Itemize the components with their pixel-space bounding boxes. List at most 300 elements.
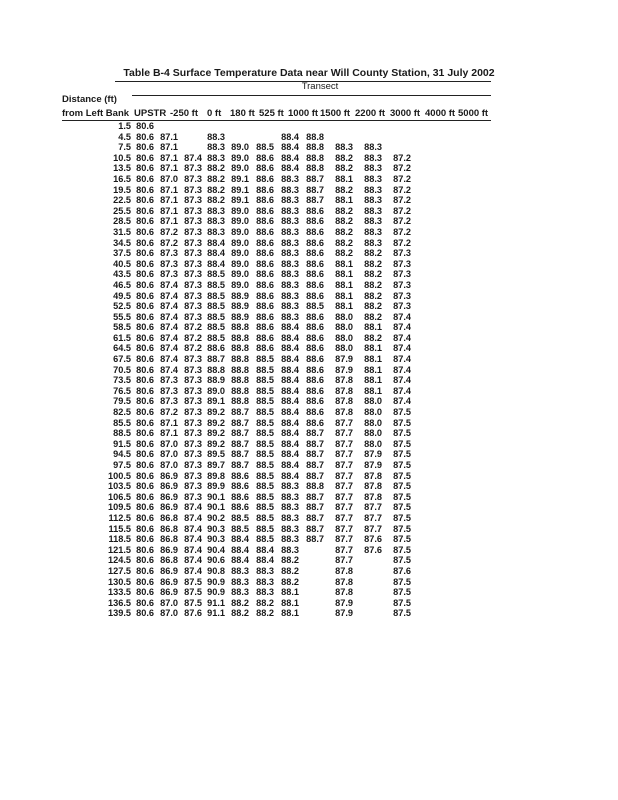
temperature-cell: 88.8 bbox=[306, 142, 324, 153]
temperature-cell: 87.6 bbox=[393, 565, 411, 576]
temperature-cell: 80.6 bbox=[136, 343, 154, 354]
temperature-cell: 90.6 bbox=[207, 555, 225, 566]
table-row bbox=[0, 524, 411, 535]
temperature-cell: 87.6 bbox=[184, 608, 202, 619]
temperature-cell: 88.3 bbox=[281, 544, 299, 555]
temperature-cell: 88.3 bbox=[281, 491, 299, 502]
temperature-cell: 87.7 bbox=[335, 428, 353, 439]
temperature-cell: 88.6 bbox=[306, 290, 324, 301]
temperature-cell: 90.9 bbox=[207, 587, 225, 598]
temperature-cell: 88.3 bbox=[256, 587, 274, 598]
temperature-cell: 88.2 bbox=[364, 332, 382, 343]
temperature-cell: 87.3 bbox=[184, 269, 202, 280]
temperature-cell: 87.5 bbox=[393, 608, 411, 619]
temperature-cell: 88.8 bbox=[306, 163, 324, 174]
temperature-cell: 87.3 bbox=[393, 290, 411, 301]
temperature-cell: 87.5 bbox=[393, 597, 411, 608]
temperature-cell: 87.3 bbox=[184, 237, 202, 248]
temperature-cell: 88.3 bbox=[281, 481, 299, 492]
table-row bbox=[0, 312, 411, 323]
table-row bbox=[0, 449, 411, 460]
table-row bbox=[0, 545, 411, 556]
temperature-cell: 80.6 bbox=[136, 502, 154, 513]
temperature-cell: 88.4 bbox=[207, 258, 225, 269]
temperature-cell: 88.1 bbox=[364, 322, 382, 333]
temperature-cell: 89.2 bbox=[207, 407, 225, 418]
temperature-cell: 80.6 bbox=[136, 375, 154, 386]
table-row bbox=[0, 238, 411, 249]
temperature-cell: 87.7 bbox=[335, 491, 353, 502]
temperature-cell: 88.3 bbox=[281, 237, 299, 248]
temperature-cell: 88.3 bbox=[364, 152, 382, 163]
table-row bbox=[0, 174, 411, 185]
temperature-cell: 87.9 bbox=[335, 597, 353, 608]
temperature-cell: 88.9 bbox=[231, 311, 249, 322]
temperature-cell: 87.2 bbox=[184, 332, 202, 343]
temperature-cell: 87.5 bbox=[393, 502, 411, 513]
temperature-cell: 88.5 bbox=[256, 449, 274, 460]
temperature-cell: 88.0 bbox=[364, 396, 382, 407]
table-row bbox=[0, 407, 411, 418]
table-row bbox=[0, 206, 411, 217]
temperature-cell: 87.0 bbox=[160, 449, 178, 460]
temperature-cell: 88.1 bbox=[335, 290, 353, 301]
temperature-cell: 88.4 bbox=[281, 364, 299, 375]
distance-cell: 115.5 bbox=[108, 523, 131, 534]
temperature-cell: 88.2 bbox=[364, 258, 382, 269]
transect-label: Transect bbox=[301, 81, 339, 92]
temperature-cell: 87.5 bbox=[184, 587, 202, 598]
distance-cell: 76.5 bbox=[113, 385, 131, 396]
temperature-cell bbox=[299, 121, 324, 132]
temperature-cell: 87.3 bbox=[184, 460, 202, 470]
table-row bbox=[0, 555, 411, 566]
temperature-cell: 87.4 bbox=[184, 565, 202, 576]
temperature-cell: 88.6 bbox=[256, 173, 274, 184]
table-row bbox=[0, 227, 411, 238]
temperature-cell: 87.3 bbox=[184, 449, 202, 460]
temperature-cell: 88.6 bbox=[256, 226, 274, 237]
temperature-cell bbox=[299, 608, 324, 619]
temperature-cell: 87.4 bbox=[160, 311, 178, 322]
table-row bbox=[0, 248, 411, 259]
temperature-cell: 80.6 bbox=[136, 290, 154, 301]
temperature-cell: 86.9 bbox=[160, 481, 178, 492]
temperature-cell: 89.0 bbox=[231, 216, 249, 227]
temperature-cell: 88.4 bbox=[281, 131, 299, 142]
temperature-cell: 88.9 bbox=[231, 290, 249, 301]
temperature-cell: 86.9 bbox=[160, 470, 178, 481]
temperature-cell: 88.3 bbox=[364, 184, 382, 195]
temperature-cell: 88.7 bbox=[231, 460, 249, 470]
temperature-cell: 88.6 bbox=[256, 322, 274, 333]
temperature-cell: 86.8 bbox=[160, 555, 178, 566]
temperature-cell: 88.7 bbox=[231, 407, 249, 418]
temperature-cell: 88.6 bbox=[256, 237, 274, 248]
distance-cell: 94.5 bbox=[113, 449, 131, 460]
distance-cell: 91.5 bbox=[113, 438, 131, 449]
temperature-cell: 88.4 bbox=[281, 152, 299, 163]
temperature-cell: 88.0 bbox=[335, 332, 353, 343]
temperature-cell: 87.0 bbox=[160, 608, 178, 619]
temperature-cell: 88.1 bbox=[335, 279, 353, 290]
temperature-cell: 87.3 bbox=[184, 301, 202, 312]
temperature-cell: 87.2 bbox=[393, 152, 411, 163]
temperature-cell: 88.5 bbox=[207, 332, 225, 343]
temperature-cell: 88.7 bbox=[306, 523, 324, 534]
temperature-cell: 87.3 bbox=[184, 184, 202, 195]
temperature-cell: 87.1 bbox=[160, 205, 178, 216]
temperature-cell bbox=[274, 121, 299, 132]
column-header-5000ft: 5000 ft bbox=[458, 108, 489, 119]
temperature-cell: 88.6 bbox=[306, 332, 324, 343]
temperature-cell: 80.6 bbox=[136, 311, 154, 322]
temperature-cell: 88.6 bbox=[306, 417, 324, 428]
temperature-cell: 80.6 bbox=[136, 587, 154, 598]
temperature-cell: 90.9 bbox=[207, 576, 225, 587]
distance-cell: 31.5 bbox=[113, 226, 131, 237]
temperature-cell: 88.4 bbox=[281, 449, 299, 460]
temperature-cell: 88.7 bbox=[306, 502, 324, 513]
temperature-cell bbox=[382, 142, 411, 153]
temperature-cell: 89.0 bbox=[231, 258, 249, 269]
table-row bbox=[0, 577, 411, 588]
temperature-cell: 87.3 bbox=[184, 258, 202, 269]
temperature-cell: 88.2 bbox=[231, 608, 249, 619]
table-row bbox=[0, 598, 411, 609]
temperature-cell: 86.8 bbox=[160, 523, 178, 534]
temperature-cell: 87.9 bbox=[364, 449, 382, 460]
temperature-cell: 80.6 bbox=[136, 279, 154, 290]
temperature-cell: 87.8 bbox=[335, 587, 353, 598]
temperature-cell: 88.2 bbox=[281, 565, 299, 576]
column-header-upstr: UPSTR bbox=[134, 108, 167, 119]
temperature-cell: 88.4 bbox=[281, 417, 299, 428]
temperature-cell bbox=[299, 577, 324, 588]
temperature-cell: 88.2 bbox=[335, 163, 353, 174]
table-row bbox=[0, 142, 411, 153]
temperature-cell: 87.7 bbox=[335, 417, 353, 428]
temperature-cell: 88.2 bbox=[364, 279, 382, 290]
distance-cell: 46.5 bbox=[113, 279, 131, 290]
temperature-cell: 88.2 bbox=[207, 173, 225, 184]
temperature-cell: 87.2 bbox=[160, 226, 178, 237]
temperature-cell: 88.3 bbox=[207, 142, 225, 153]
table-row bbox=[0, 269, 411, 280]
distance-cell: 67.5 bbox=[113, 354, 131, 365]
temperature-cell: 89.0 bbox=[207, 385, 225, 396]
table-row bbox=[0, 460, 411, 471]
distance-cell: 28.5 bbox=[113, 216, 131, 227]
temperature-cell: 88.6 bbox=[256, 184, 274, 195]
temperature-cell: 80.6 bbox=[136, 205, 154, 216]
temperature-cell: 89.2 bbox=[207, 417, 225, 428]
temperature-cell: 88.7 bbox=[207, 354, 225, 365]
temperature-cell: 80.6 bbox=[136, 460, 154, 470]
temperature-cell: 88.4 bbox=[207, 248, 225, 259]
temperature-cell: 86.8 bbox=[160, 534, 178, 545]
temperature-cell: 88.6 bbox=[256, 301, 274, 312]
table-row bbox=[0, 608, 411, 619]
temperature-cell: 88.3 bbox=[207, 205, 225, 216]
temperature-cell: 87.2 bbox=[160, 237, 178, 248]
table-row bbox=[0, 354, 411, 365]
temperature-cell: 88.6 bbox=[306, 226, 324, 237]
temperature-cell: 87.4 bbox=[393, 343, 411, 354]
temperature-cell: 88.7 bbox=[306, 173, 324, 184]
temperature-cell: 88.3 bbox=[364, 163, 382, 174]
temperature-cell: 88.7 bbox=[306, 512, 324, 523]
temperature-cell: 88.3 bbox=[281, 226, 299, 237]
column-header-0ft: 0 ft bbox=[207, 108, 222, 119]
temperature-cell: 88.3 bbox=[364, 216, 382, 227]
temperature-cell: 88.2 bbox=[256, 608, 274, 619]
table-row bbox=[0, 375, 411, 386]
temperature-cell: 89.1 bbox=[231, 184, 249, 195]
temperature-cell: 80.6 bbox=[136, 555, 154, 566]
temperature-cell: 88.5 bbox=[207, 269, 225, 280]
temperature-cell: 87.7 bbox=[335, 544, 353, 555]
temperature-cell: 89.0 bbox=[231, 248, 249, 259]
temperature-cell: 88.8 bbox=[231, 322, 249, 333]
temperature-cell: 86.9 bbox=[160, 587, 178, 598]
temperature-cell: 87.5 bbox=[393, 587, 411, 598]
table-row bbox=[0, 195, 411, 206]
temperature-cell: 87.8 bbox=[335, 576, 353, 587]
temperature-cell: 89.0 bbox=[231, 163, 249, 174]
table-row bbox=[0, 534, 411, 545]
temperature-cell: 88.5 bbox=[207, 311, 225, 322]
temperature-cell: 88.5 bbox=[256, 364, 274, 375]
temperature-cell: 88.9 bbox=[207, 375, 225, 386]
temperature-cell: 88.4 bbox=[281, 142, 299, 153]
temperature-cell: 88.6 bbox=[306, 364, 324, 375]
temperature-cell: 88.3 bbox=[281, 269, 299, 280]
column-header-2200ft: 2200 ft bbox=[355, 108, 386, 119]
table-row bbox=[0, 216, 411, 227]
temperature-cell bbox=[299, 598, 324, 609]
temperature-cell: 89.0 bbox=[231, 205, 249, 216]
temperature-cell: 87.7 bbox=[335, 470, 353, 481]
temperature-cell: 88.7 bbox=[306, 470, 324, 481]
temperature-cell: 87.4 bbox=[184, 523, 202, 534]
temperature-cell: 88.1 bbox=[281, 597, 299, 608]
temperature-cell: 87.7 bbox=[364, 512, 382, 523]
distance-from-left-bank-header: from Left Bank bbox=[62, 108, 130, 119]
temperature-cell bbox=[299, 566, 324, 577]
temperature-cell: 87.4 bbox=[184, 502, 202, 513]
temperature-cell: 80.6 bbox=[136, 216, 154, 227]
temperature-cell: 88.6 bbox=[306, 396, 324, 407]
temperature-cell: 88.7 bbox=[306, 428, 324, 439]
temperature-cell: 80.6 bbox=[136, 163, 154, 174]
column-header-minus-250ft: -250 ft bbox=[170, 108, 198, 119]
temperature-cell: 87.3 bbox=[184, 417, 202, 428]
temperature-cell: 88.6 bbox=[306, 248, 324, 259]
temperature-cell: 88.3 bbox=[281, 279, 299, 290]
temperature-cell: 88.0 bbox=[364, 407, 382, 418]
temperature-cell: 80.6 bbox=[136, 332, 154, 343]
temperature-cell: 87.4 bbox=[160, 322, 178, 333]
temperature-cell: 88.6 bbox=[231, 502, 249, 513]
temperature-cell: 87.5 bbox=[393, 438, 411, 449]
temperature-cell: 88.2 bbox=[335, 205, 353, 216]
temperature-cell: 87.4 bbox=[160, 343, 178, 354]
temperature-cell: 87.2 bbox=[393, 205, 411, 216]
temperature-cell: 88.7 bbox=[306, 491, 324, 502]
distance-cell: 19.5 bbox=[113, 184, 131, 195]
temperature-cell: 88.7 bbox=[231, 417, 249, 428]
temperature-cell: 88.2 bbox=[207, 195, 225, 206]
table-row bbox=[0, 132, 411, 143]
temperature-cell: 88.4 bbox=[281, 438, 299, 449]
temperature-cell: 88.2 bbox=[335, 184, 353, 195]
temperature-cell: 80.6 bbox=[136, 322, 154, 333]
temperature-cell: 87.3 bbox=[184, 354, 202, 365]
temperature-cell: 88.1 bbox=[364, 364, 382, 375]
temperature-cell: 88.3 bbox=[281, 290, 299, 301]
table-row bbox=[0, 492, 411, 503]
table-row bbox=[0, 259, 411, 270]
temperature-cell: 87.5 bbox=[393, 428, 411, 439]
temperature-cell: 87.0 bbox=[160, 597, 178, 608]
distance-cell: 103.5 bbox=[108, 481, 131, 492]
temperature-cell: 80.6 bbox=[136, 131, 154, 142]
temperature-cell: 88.5 bbox=[256, 428, 274, 439]
temperature-cell: 88.9 bbox=[231, 301, 249, 312]
temperature-cell: 80.6 bbox=[136, 354, 154, 365]
distance-cell: 127.5 bbox=[108, 565, 131, 576]
temperature-cell: 87.0 bbox=[160, 460, 178, 470]
temperature-cell: 88.1 bbox=[335, 173, 353, 184]
temperature-cell: 88.5 bbox=[231, 523, 249, 534]
distance-cell: 109.5 bbox=[108, 502, 131, 513]
temperature-cell: 87.5 bbox=[393, 407, 411, 418]
temperature-cell: 86.9 bbox=[160, 502, 178, 513]
temperature-cell: 87.5 bbox=[393, 460, 411, 470]
distance-cell: 79.5 bbox=[113, 396, 131, 407]
temperature-cell: 87.1 bbox=[160, 184, 178, 195]
temperature-cell: 88.0 bbox=[364, 428, 382, 439]
temperature-cell: 80.6 bbox=[136, 565, 154, 576]
temperature-cell: 88.2 bbox=[364, 301, 382, 312]
temperature-cell: 87.7 bbox=[335, 512, 353, 523]
distance-cell: 55.5 bbox=[113, 311, 131, 322]
temperature-cell: 88.6 bbox=[256, 290, 274, 301]
distance-cell: 106.5 bbox=[108, 491, 131, 502]
temperature-cell: 87.7 bbox=[335, 481, 353, 492]
temperature-cell: 88.1 bbox=[281, 587, 299, 598]
distance-cell: 121.5 bbox=[108, 544, 131, 555]
temperature-cell: 80.6 bbox=[136, 184, 154, 195]
temperature-cell: 80.6 bbox=[136, 470, 154, 481]
temperature-cell: 87.3 bbox=[184, 396, 202, 407]
temperature-cell: 87.3 bbox=[184, 470, 202, 481]
temperature-cell: 87.3 bbox=[184, 216, 202, 227]
temperature-cell: 90.3 bbox=[207, 534, 225, 545]
temperature-cell: 88.4 bbox=[231, 544, 249, 555]
temperature-cell: 87.4 bbox=[184, 512, 202, 523]
temperature-cell: 87.3 bbox=[184, 195, 202, 206]
temperature-cell bbox=[353, 598, 382, 609]
temperature-cell: 88.6 bbox=[207, 343, 225, 354]
temperature-cell: 87.7 bbox=[335, 502, 353, 513]
temperature-cell: 88.3 bbox=[364, 195, 382, 206]
temperature-cell bbox=[178, 121, 202, 132]
temperature-cell: 89.2 bbox=[207, 428, 225, 439]
temperature-cell bbox=[225, 132, 249, 143]
temperature-cell: 87.3 bbox=[184, 205, 202, 216]
temperature-cell: 88.3 bbox=[281, 258, 299, 269]
distance-cell: 118.5 bbox=[108, 534, 131, 545]
temperature-cell: 80.6 bbox=[136, 597, 154, 608]
table-row bbox=[0, 365, 411, 376]
temperature-cell: 88.6 bbox=[306, 279, 324, 290]
distance-cell: 85.5 bbox=[113, 417, 131, 428]
temperature-cell: 87.5 bbox=[184, 597, 202, 608]
temperature-cell bbox=[353, 587, 382, 598]
temperature-cell: 90.4 bbox=[207, 544, 225, 555]
distance-cell: 64.5 bbox=[113, 343, 131, 354]
temperature-cell: 80.6 bbox=[136, 385, 154, 396]
temperature-data-table bbox=[0, 121, 411, 619]
temperature-cell: 88.3 bbox=[364, 205, 382, 216]
temperature-cell: 88.4 bbox=[281, 322, 299, 333]
temperature-cell: 87.4 bbox=[160, 279, 178, 290]
distance-cell: 88.5 bbox=[113, 428, 131, 439]
temperature-cell: 88.6 bbox=[306, 216, 324, 227]
temperature-cell: 88.2 bbox=[207, 184, 225, 195]
temperature-cell: 88.3 bbox=[207, 216, 225, 227]
temperature-cell: 88.7 bbox=[306, 184, 324, 195]
temperature-cell: 88.6 bbox=[306, 407, 324, 418]
temperature-cell: 88.6 bbox=[306, 343, 324, 354]
temperature-cell: 87.9 bbox=[335, 608, 353, 619]
temperature-cell: 88.2 bbox=[207, 163, 225, 174]
temperature-cell: 88.2 bbox=[335, 216, 353, 227]
temperature-cell: 88.4 bbox=[281, 354, 299, 365]
temperature-cell: 89.1 bbox=[207, 396, 225, 407]
temperature-cell: 80.6 bbox=[136, 428, 154, 439]
table-row bbox=[0, 185, 411, 196]
temperature-cell: 80.6 bbox=[136, 438, 154, 449]
temperature-cell: 88.3 bbox=[281, 248, 299, 259]
temperature-cell: 87.2 bbox=[393, 163, 411, 174]
temperature-cell: 87.7 bbox=[364, 523, 382, 534]
temperature-cell: 87.4 bbox=[160, 290, 178, 301]
temperature-cell: 88.2 bbox=[364, 311, 382, 322]
temperature-cell: 80.6 bbox=[136, 396, 154, 407]
temperature-cell: 88.0 bbox=[335, 343, 353, 354]
distance-cell: 97.5 bbox=[113, 460, 131, 470]
temperature-cell: 86.9 bbox=[160, 565, 178, 576]
temperature-cell: 80.6 bbox=[136, 491, 154, 502]
temperature-cell: 88.3 bbox=[256, 565, 274, 576]
temperature-cell: 88.0 bbox=[335, 311, 353, 322]
table-row bbox=[0, 471, 411, 482]
temperature-cell: 80.6 bbox=[136, 226, 154, 237]
distance-cell: 43.5 bbox=[113, 269, 131, 280]
temperature-cell: 87.3 bbox=[184, 279, 202, 290]
temperature-cell: 87.4 bbox=[393, 354, 411, 365]
temperature-cell: 87.8 bbox=[335, 565, 353, 576]
temperature-cell: 88.1 bbox=[281, 608, 299, 619]
temperature-cell: 88.5 bbox=[207, 290, 225, 301]
temperature-cell: 87.0 bbox=[160, 173, 178, 184]
temperature-cell: 87.5 bbox=[393, 576, 411, 587]
distance-cell: 58.5 bbox=[113, 322, 131, 333]
temperature-cell: 87.4 bbox=[160, 364, 178, 375]
